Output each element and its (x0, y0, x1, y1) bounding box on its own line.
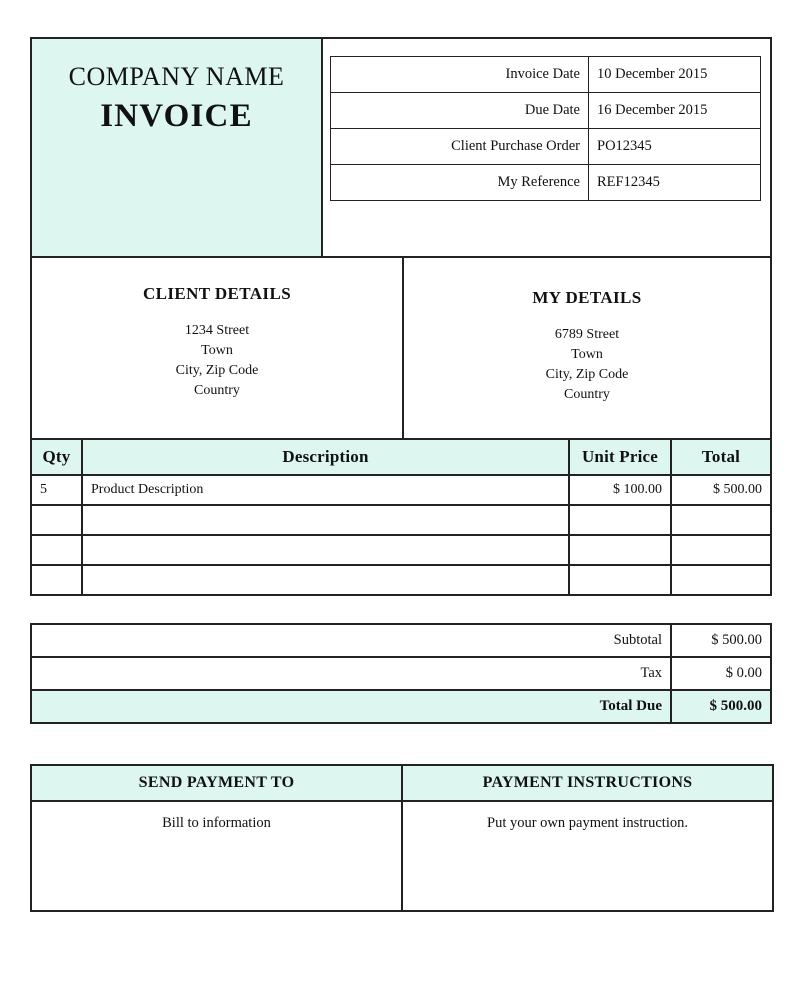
column-header-description: Description (82, 439, 569, 475)
totals-value-total-due: $ 500.00 (671, 690, 771, 723)
table-row (31, 690, 771, 723)
cell-total: $ 500.00 (671, 475, 771, 505)
table-row (31, 624, 771, 657)
my-address-line: City, Zip Code (545, 366, 629, 382)
invoice-meta-table (330, 56, 761, 201)
cell-total (671, 505, 771, 535)
client-address-line: Country (194, 382, 240, 398)
cell-unit-price (569, 565, 671, 595)
totals-label-subtotal: Subtotal (31, 624, 671, 657)
table-row (31, 475, 771, 505)
cell-unit-price (569, 535, 671, 565)
totals-value-tax: $ 0.00 (671, 657, 771, 690)
client-details-title: CLIENT DETAILS (142, 284, 292, 303)
cell-qty (31, 505, 82, 535)
cell-description (82, 535, 569, 565)
totals-label-total-due: Total Due (31, 690, 671, 723)
table-row (31, 505, 771, 535)
meta-label-invoice-date: Invoice Date (331, 57, 589, 93)
invoice-document (30, 37, 772, 912)
totals-label-tax: Tax (31, 657, 671, 690)
client-details-block (32, 258, 404, 438)
table-row (331, 93, 761, 129)
payment-instructions-heading: PAYMENT INSTRUCTIONS (402, 765, 773, 801)
meta-value-my-reference: REF12345 (589, 165, 761, 201)
table-row (331, 129, 761, 165)
meta-value-invoice-date: 10 December 2015 (589, 57, 761, 93)
cell-description (82, 505, 569, 535)
details-section (30, 256, 772, 438)
cell-description: Product Description (82, 475, 569, 505)
cell-unit-price: $ 100.00 (569, 475, 671, 505)
payment-header-row (31, 765, 773, 801)
payment-instructions-body: Put your own payment instruction. (402, 801, 773, 911)
client-address (32, 321, 402, 401)
table-row (331, 165, 761, 201)
invoice-meta-panel (323, 39, 770, 256)
send-payment-to-heading: SEND PAYMENT TO (31, 765, 402, 801)
brand-block (32, 39, 323, 256)
totals-table (30, 623, 772, 724)
column-header-qty: Qty (31, 439, 82, 475)
line-items-table (30, 438, 772, 596)
my-address (404, 325, 770, 405)
client-address-line: Town (201, 342, 233, 358)
table-row (31, 535, 771, 565)
page-title: INVOICE (100, 97, 253, 134)
my-details-title: MY DETAILS (532, 288, 642, 307)
cell-description (82, 565, 569, 595)
table-row (31, 657, 771, 690)
client-address-line: City, Zip Code (175, 362, 259, 378)
table-row (31, 565, 771, 595)
table-row (31, 801, 773, 911)
totals-value-subtotal: $ 500.00 (671, 624, 771, 657)
my-address-line: Town (571, 346, 603, 362)
invoice-header (30, 37, 772, 256)
cell-qty: 5 (31, 475, 82, 505)
cell-total (671, 535, 771, 565)
my-address-line: 6789 Street (554, 327, 620, 342)
meta-value-due-date: 16 December 2015 (589, 93, 761, 129)
payment-section (30, 764, 774, 912)
meta-label-my-reference: My Reference (331, 165, 589, 201)
send-payment-to-body: Bill to information (31, 801, 402, 911)
table-row (331, 57, 761, 93)
client-address-line: 1234 Street (184, 323, 250, 338)
meta-label-client-purchase-order: Client Purchase Order (331, 129, 589, 165)
meta-label-due-date: Due Date (331, 93, 589, 129)
cell-qty (31, 535, 82, 565)
cell-unit-price (569, 505, 671, 535)
column-header-unit-price: Unit Price (569, 439, 671, 475)
meta-value-client-purchase-order: PO12345 (589, 129, 761, 165)
my-details-block (404, 258, 770, 438)
company-name: COMPANY NAME (68, 62, 285, 91)
cell-qty (31, 565, 82, 595)
cell-total (671, 565, 771, 595)
column-header-total: Total (671, 439, 771, 475)
my-address-line: Country (564, 386, 610, 402)
line-items-header-row (31, 439, 771, 475)
